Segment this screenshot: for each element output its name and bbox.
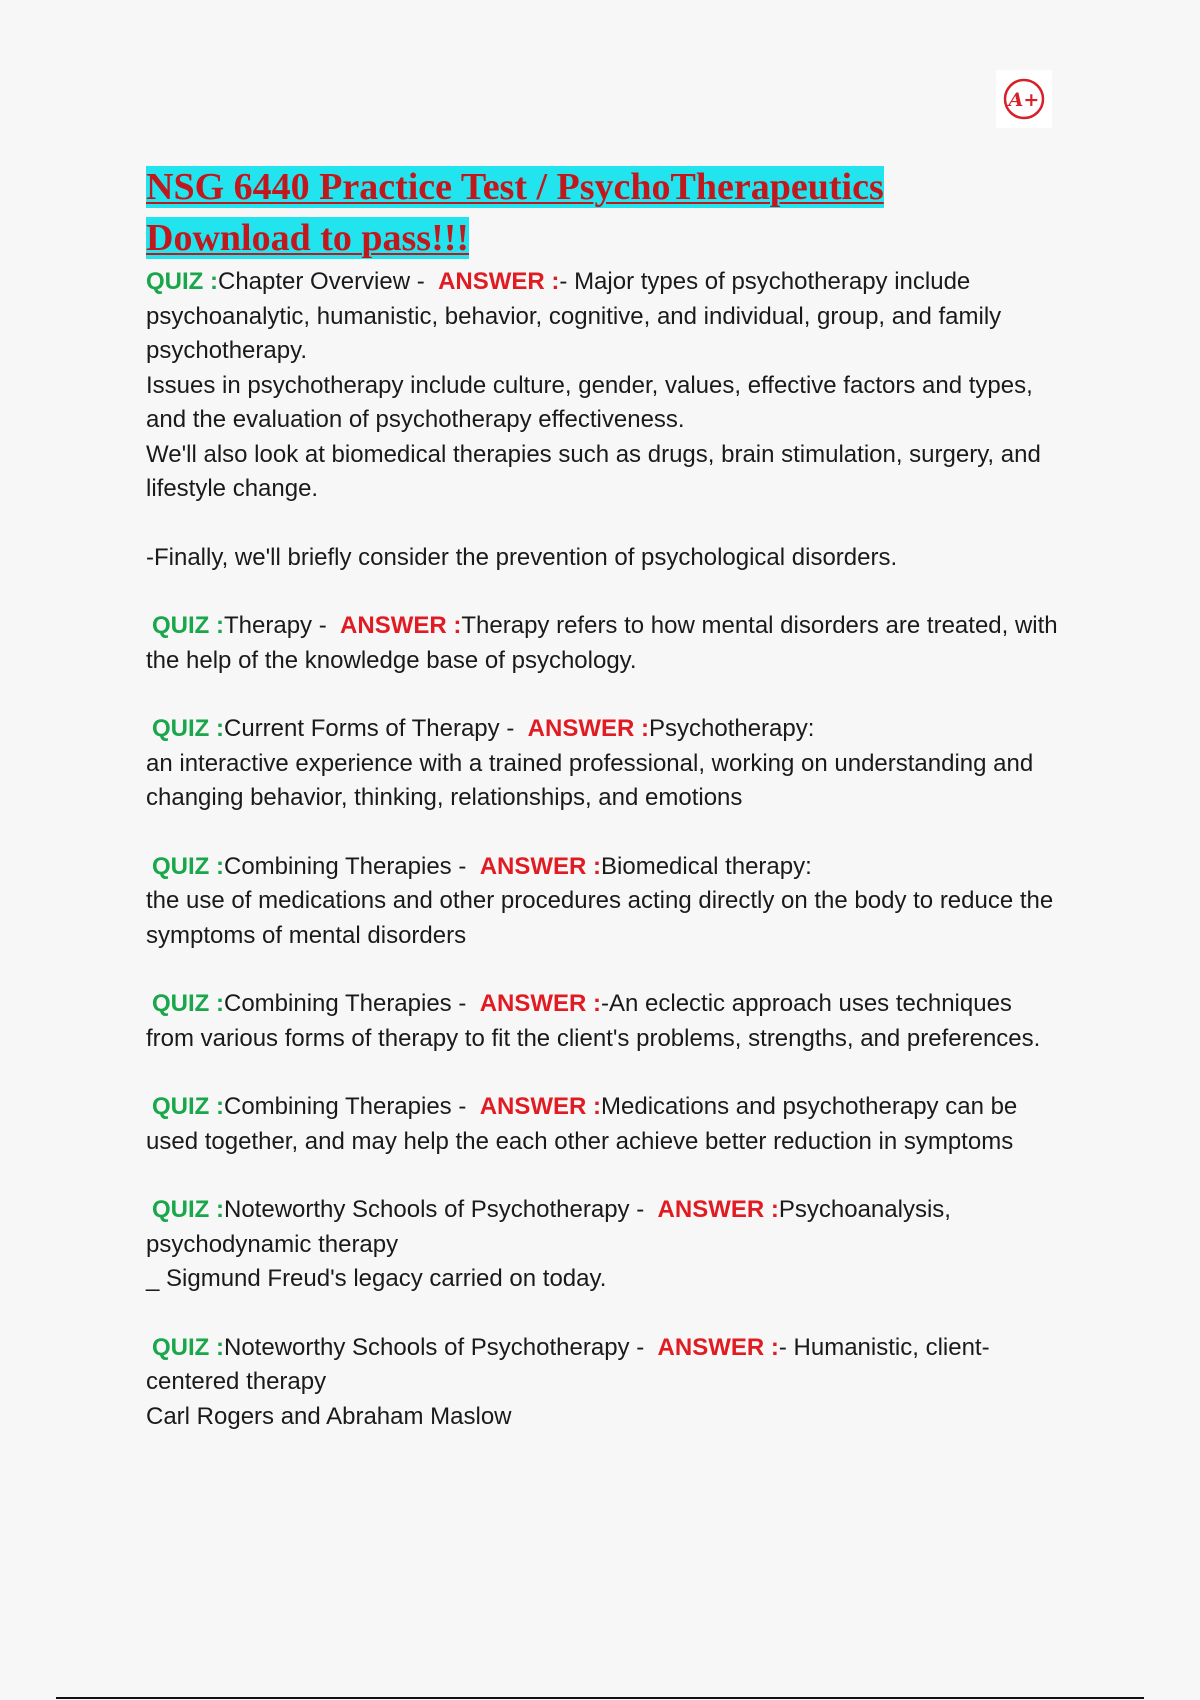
answer-line: _ Sigmund Freud's legacy carried on today. [146,1265,607,1292]
answer-label: ANSWER : [479,852,602,880]
answer-line: Issues in psychotherapy include culture, gender, values, effective factors and types, and the evaluation of psychotherapy effectiveness. [146,371,1040,433]
answer-text: Psychoanalysis, psychodynamic therapy [146,1196,958,1258]
quiz-label: QUIZ : [152,1196,224,1223]
question-text: Combining Therapies - [224,852,474,880]
answer-label: ANSWER : [340,612,462,639]
qa-block [146,712,1066,816]
title-line-1: NSG 6440 Practice Test / PsychoTherapeutics [146,166,884,208]
qa-block [146,987,1066,1056]
title-line-2: Download to pass!!! [146,217,470,259]
quiz-label: QUIZ : [152,1093,224,1120]
qa-block [146,1331,1066,1435]
document-body [146,162,1066,1468]
answer-text: Medications and psychotherapy can be used together, and may help the each other achieve better reduction in symptoms [146,1093,1024,1155]
answer-line: the use of medications and other procedures acting directly on the body to reduce the symptoms of mental disorders [146,887,1060,949]
qa-block-intro [146,265,1066,575]
answer-text: -An eclectic approach uses techniques from various forms of therapy to fit the client's problems, strengths, and preferences. [146,990,1041,1052]
quiz-label: QUIZ : [152,1333,224,1361]
quiz-label: QUIZ : [152,990,224,1017]
grade-logo [996,70,1052,128]
answer-text: Psychotherapy: [648,715,815,742]
answer-label: ANSWER : [479,1093,602,1120]
answer-text: Therapy refers to how mental disorders are treated, with the help of the knowledge base of psychology. [146,612,1065,674]
question-text: Chapter Overview - [218,268,432,295]
answer-line: an interactive experience with a trained professional, working on understanding and changing behavior, thinking, relationships, and emotions [146,749,1040,811]
answer-text: - Humanistic, client-centered therapy [146,1333,990,1395]
answer-line: -Finally, we'll briefly consider the prevention of psychological disorders. [146,543,898,571]
logo-text: A+ [1008,89,1040,111]
answer-label: ANSWER : [527,715,649,742]
question-text: Combining Therapies - [224,990,474,1017]
question-text: Noteworthy Schools of Psychotherapy - [224,1196,651,1223]
document-title [146,162,1066,264]
quiz-label: QUIZ : [146,268,218,295]
quiz-label: QUIZ : [152,852,224,880]
answer-label: ANSWER : [657,1196,779,1223]
answer-label: ANSWER : [479,990,602,1017]
question-text: Therapy - [224,612,334,639]
question-text: Current Forms of Therapy - [224,715,521,742]
answer-line: We'll also look at biomedical therapies such as drugs, brain stimulation, surgery, and lifestyle change. [146,440,1048,502]
qa-block [146,609,1066,678]
qa-block [146,1193,1066,1297]
answer-label: ANSWER : [657,1333,779,1361]
qa-block [146,1090,1066,1159]
answer-text: - Major types of psychotherapy include psychoanalytic, humanistic, behavior, cognitive, and individual, group, and family psychotherapy. [146,268,1008,364]
answer-text: Biomedical therapy: [601,852,812,880]
answer-line: Carl Rogers and Abraham Maslow [146,1402,512,1430]
quiz-label: QUIZ : [152,715,224,742]
a-plus-icon [1002,77,1046,121]
page-bottom-rule [56,1697,1144,1699]
qa-block [146,850,1066,954]
question-text: Combining Therapies - [224,1093,474,1120]
answer-label: ANSWER : [438,268,560,295]
quiz-label: QUIZ : [152,612,224,639]
question-text: Noteworthy Schools of Psychotherapy - [224,1333,651,1361]
